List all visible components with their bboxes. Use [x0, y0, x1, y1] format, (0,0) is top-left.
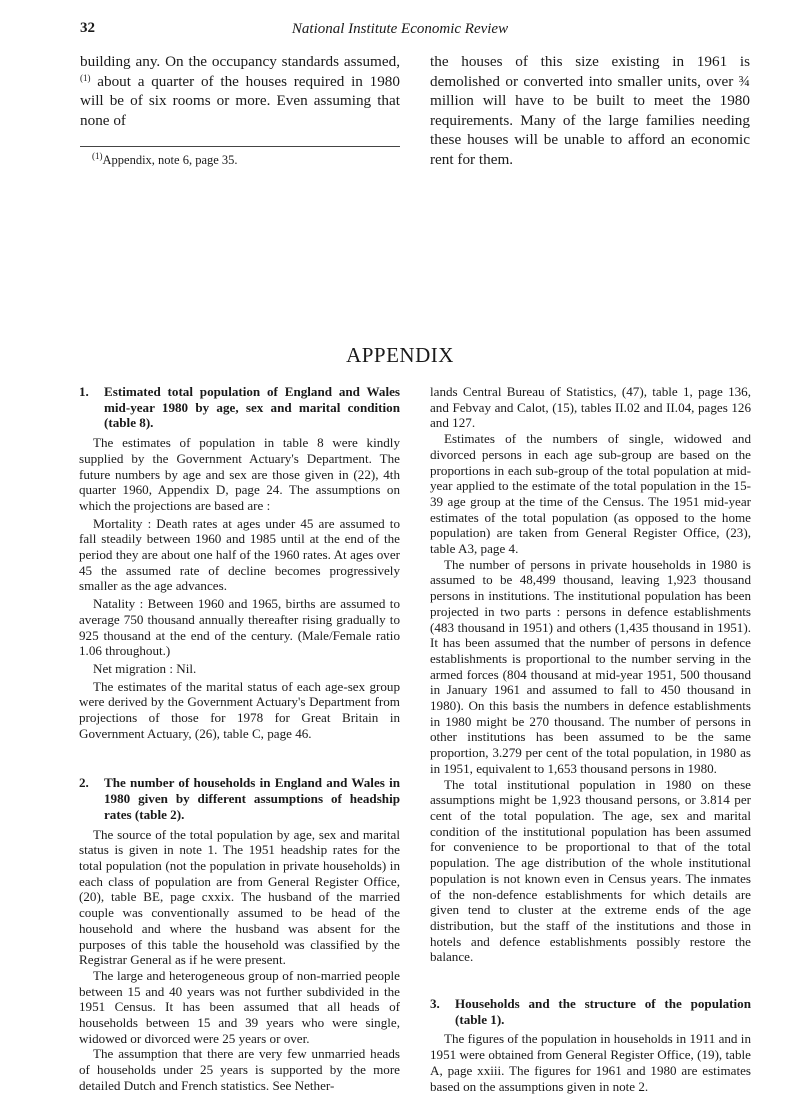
section-2-continued-paragraph: lands Central Bureau of Statistics, (47), table 1, page 136, and Febvay and Calot, (15), tables II.02 and II.04, pages 126 and 127.	[430, 384, 751, 431]
section-heading-text: The number of households in England and Wales in 1980 given by different assumptions of headship rates (table 2).	[104, 775, 400, 822]
section-2-paragraph: The source of the total population by age, sex and marital status is given in note 1. The 1951 headship rates for the total population (not the population in private households) in each class of population are from General Register Office, (20), table BE, page cxxix. The husband of the married couple was conventionally assumed to be head of the household and where the husband was absent for the purposes of this table the household was classified by the Registrar General as if he were present.	[79, 826, 400, 968]
top-left-text-end: about a quarter of the houses required in 1980 will be of six rooms or more. Even assuming that none of	[80, 72, 400, 129]
section-1-paragraph: Natality : Between 1960 and 1965, births are assumed to average 750 thousand annually thereafter rising gradually to 925 thousand at the end of the century. (Male/Female ratio 1.06 throughout.)	[79, 596, 400, 659]
section-1-paragraph: Net migration : Nil.	[93, 660, 197, 676]
section-1-paragraph: The estimates of the marital status of each age-sex group were derived by the Government Actuary's Department from projections of those for 1978 for Great Britain in Government Actuary, (26), table C, page 46.	[79, 678, 400, 741]
section-2-continued-paragraph: The total institutional population in 1980 on these assumptions might be 1,923 thousand persons, or 3.814 per cent of the total population. The age, sex and marital condition of the institutional population has been assumed for convenience to be proportional to that of the total population. The age distribution of the whole institutional population is not known even in Census years. The inmates of the non-defence establishments for which details are given tend to cluster at the extreme ends of the age distribution, but the staff of the institutions and those in hotels and defence establishments possibly restore the balance.	[430, 776, 751, 965]
section-3-paragraph: The figures of the population in households in 1911 and in 1951 were obtained from General Register Office, (19), table A, page xxiii. The figures for 1961 and 1980 are estimates based on the assumptions given in note 2.	[430, 1031, 751, 1094]
footnote-marker: (1)	[92, 151, 103, 161]
footnote-rule	[80, 146, 400, 147]
section-number: 3.	[430, 996, 440, 1012]
section-3-heading	[430, 996, 751, 1027]
section-1-paragraph: Mortality : Death rates at ages under 45 are assumed to fall steadily between 1960 and 1985 until at the end of the period they are about one half of the 1960 rates. At ages over 45 the assumed rate of decline becomes progressively smaller as the age advances.	[79, 515, 400, 594]
section-2-continued-paragraph: Estimates of the numbers of single, widowed and divorced persons in each age sub-group are based on the proportions in each sub-group of the total population at mid-year applied to the estimate of the total population in the 15-39 age group at the time of the Census. The 1951 mid-year estimates of the total population (as opposed to the home population) are taken from General Register Office, (23), table A3, page 4.	[430, 431, 751, 557]
section-2-paragraph: The large and heterogeneous group of non-married people between 15 and 40 years was not further subdivided in the 1951 Census. It has been assumed that all heads of households between 15 and 39 years who were single, widowed or divorced were 25 years or over.	[79, 967, 400, 1046]
section-heading-text: Estimated total population of England and Wales mid-year 1980 by age, sex and marital condition (table 8).	[104, 384, 400, 431]
appendix-right-column	[430, 384, 751, 1094]
section-2-heading	[79, 775, 400, 822]
section-2-continued-paragraph: The number of persons in private households in 1980 is assumed to be 48,499 thousand, leaving 1,923 thousand persons in institutions. The institutional population has been projected in two parts : persons in defence establishments (483 thousand in 1951) and others (1,435 thousand in 1951). It has been assumed that the number of persons in defence establishments is proportional to the number serving in the armed forces (804 thousand at mid-year 1951, 500 thousand in January 1961 and assumed to fall to 450 thousand in 1980). On this basis the numbers in defence establishments in 1980 might be 270 thousand. The number of persons in other institutions has been assumed to be the same proportion, 3.279 per cent of the total population, in 1980 as in 1951, equivalent to 1,653 thousand persons in 1980.	[430, 556, 751, 776]
footnote-text: Appendix, note 6, page 35.	[102, 153, 238, 167]
top-right-paragraph: the houses of this size existing in 1961 is demolished or converted into smaller units, over ¾ million will have to be built to meet the 1980 requirements. Many of the large families needing these houses will be unable to afford an economic rent for them.	[430, 53, 750, 168]
appendix-title: APPENDIX	[346, 343, 454, 367]
page-number: 32	[80, 20, 95, 36]
top-left-text-start: building any. On the occupancy standards assumed,	[80, 53, 400, 70]
appendix-left-column	[79, 384, 400, 1094]
top-left-paragraph	[80, 52, 400, 130]
footnote	[92, 152, 392, 168]
section-heading-text: Households and the structure of the population (table 1).	[455, 996, 751, 1027]
section-1-heading	[79, 384, 400, 431]
footnote-reference[interactable]: (1)	[80, 72, 91, 83]
section-1-paragraph: The estimates of population in table 8 were kindly supplied by the Government Actuary's Department. The future numbers by age and sex are those given in (22), 4th quarter 1960, Appendix D, page 24. The assumptions on which the projections are based are :	[79, 435, 400, 513]
section-number: 1.	[79, 384, 89, 399]
running-title: National Institute Economic Review	[291, 21, 509, 37]
section-2-paragraph: The assumption that there are very few unmarried heads of households under 25 years is supported by the more detailed Dutch and French statistics. See Nether-	[79, 1046, 400, 1093]
section-number: 2.	[79, 775, 89, 791]
